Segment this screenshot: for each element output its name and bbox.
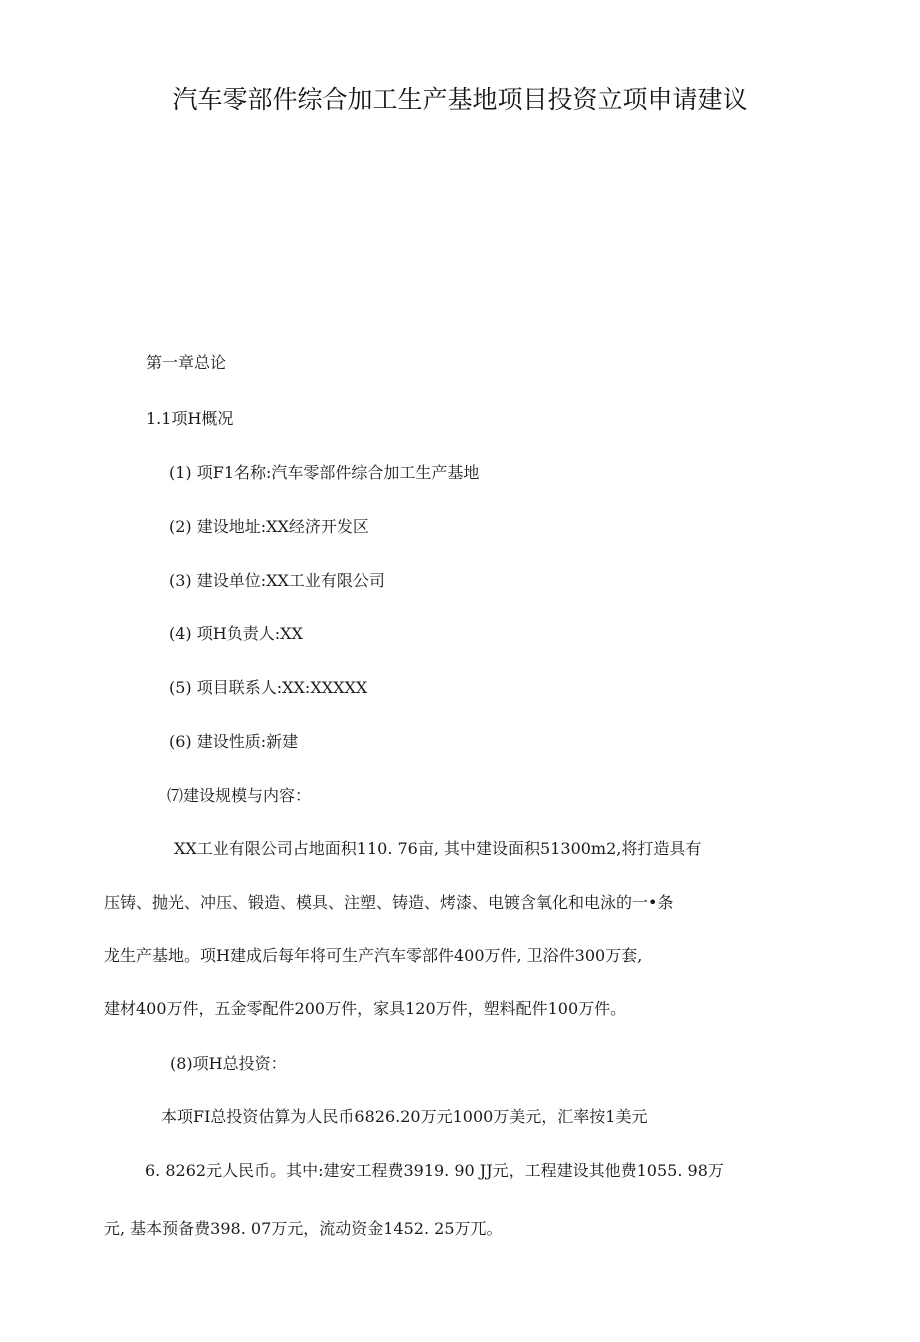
construction-nature-item: (6) 建设性质:新建 [169,732,299,751]
construction-address-item: (2) 建设地址:XX经济开发区 [169,517,369,536]
construction-unit-item: (3) 建设单位:XX工业有限公司 [169,571,385,590]
investment-paragraph-line: 6. 8262元人民币。其中:建安工程费3919. 90 JJ元，工程建设其他费1055. 98万 [145,1161,724,1180]
project-leader-item: (4) 项H负责人:XX [169,624,303,643]
scale-paragraph-line: 建材400万件，五金零配件200万件，家具120万件，塑料配件100万件。 [104,999,627,1018]
section-heading: 1.1项H概况 [146,409,234,428]
document-title: 汽车零部件综合加工生产基地项目投资立项申请建议 [172,85,748,114]
investment-paragraph-line: 本项FI总投资估算为人民币6826.20万元1000万美元，汇率按1美元 [161,1107,648,1126]
total-investment-heading: (8)项H总投资： [170,1054,287,1073]
investment-paragraph-line: 元, 基本预备费398. 07万元，流动资金1452. 25万兀。 [104,1219,503,1238]
construction-scale-heading: ⑺建设规模与内容： [167,786,312,805]
scale-paragraph-line: 压铸、抛光、冲压、锻造、模具、注塑、铸造、烤漆、电镀含氧化和电泳的一•条 [104,893,674,912]
scale-paragraph-line: 龙生产基地。项H建成后每年将可生产汽车零部件400万件, 卫浴件300万套, [104,946,643,965]
chapter-heading: 第一章总论 [146,353,227,372]
scale-paragraph-line: XX工业有限公司占地面积110. 76亩, 其中建设面积51300m2,将打造具有 [174,839,702,858]
project-name-item: (1) 项F1名称:汽车零部件综合加工生产基地 [169,463,480,482]
project-contact-item: (5) 项目联系人:XX:XXXXX [169,678,368,697]
